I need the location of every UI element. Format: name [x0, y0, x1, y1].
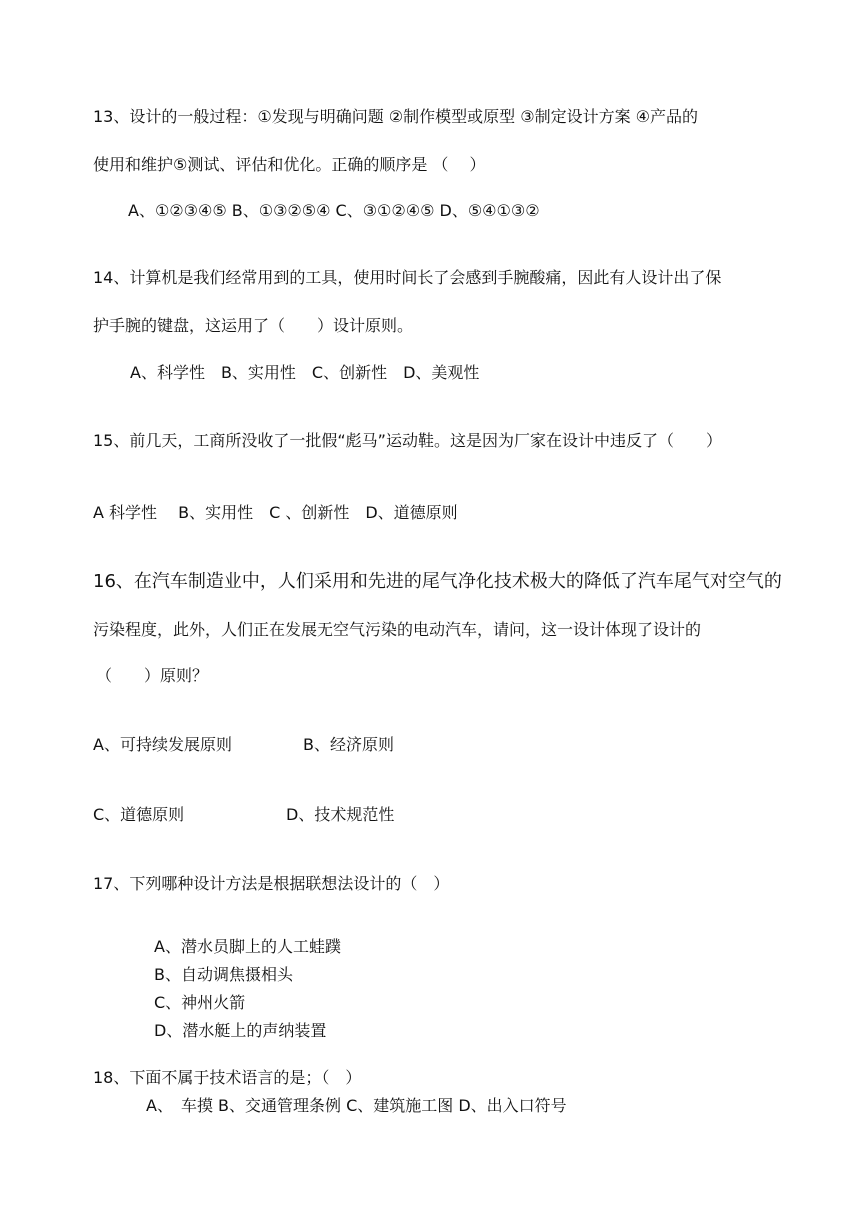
q15-options: A 科学性 B、实用性 C 、创新性 D、道德原则	[93, 503, 458, 522]
q14-stem-line-1: 14、计算机是我们经常用到的工具，使用时间长了会感到手腕酸痛，因此有人设计出了保	[93, 268, 722, 287]
q16-stem-line-1: 16、在汽车制造业中，人们采用和先进的尾气净化技术极大的降低了汽车尾气对空气的	[93, 571, 782, 592]
q16-option-d: D、技术规范性	[286, 805, 395, 824]
q17-option-a: A、潜水员脚上的人工蛙蹼	[154, 937, 341, 956]
q14-options: A、科学性 B、实用性 C、创新性 D、美观性	[130, 363, 480, 382]
q13-options: A、①②③④⑤ B、①③②⑤④ C、③①②④⑤ D、⑤④①③②	[128, 201, 540, 220]
q17-stem-line-1: 17、下列哪种设计方法是根据联想法设计的（ ）	[93, 874, 450, 893]
q17-option-d: D、潜水艇上的声纳装置	[154, 1021, 327, 1040]
q16-option-a: A、可持续发展原则	[93, 735, 232, 754]
q16-stem-line-2: 污染程度，此外，人们正在发展无空气污染的电动汽车，请问，这一设计体现了设计的	[93, 620, 702, 639]
q17-option-b: B、自动调焦摄相头	[154, 965, 293, 984]
q14-stem-line-2: 护手腕的键盘，这运用了（ ）设计原则。	[93, 316, 414, 335]
q18-options: A、 车摸 B、交通管理条例 C、建筑施工图 D、出入口符号	[146, 1096, 567, 1115]
q17-option-c: C、神州火箭	[154, 993, 246, 1012]
q16-option-b: B、经济原则	[303, 735, 394, 754]
q18-stem-line-1: 18、下面不属于技术语言的是；（ ）	[93, 1068, 362, 1087]
q13-stem-line-2: 使用和维护⑤测试、评估和优化。正确的顺序是 （ ）	[93, 155, 486, 174]
q15-stem-line-1: 15、前几天，工商所没收了一批假“彪马”运动鞋。这是因为厂家在设计中违反了（ ）	[93, 431, 722, 450]
q13-stem-line-1: 13、设计的一般过程：①发现与明确问题 ②制作模型或原型 ③制定设计方案 ④产品的	[93, 107, 698, 126]
q16-stem-line-3: （ ）原则？	[96, 666, 209, 685]
q16-option-c: C、道德原则	[93, 805, 185, 824]
